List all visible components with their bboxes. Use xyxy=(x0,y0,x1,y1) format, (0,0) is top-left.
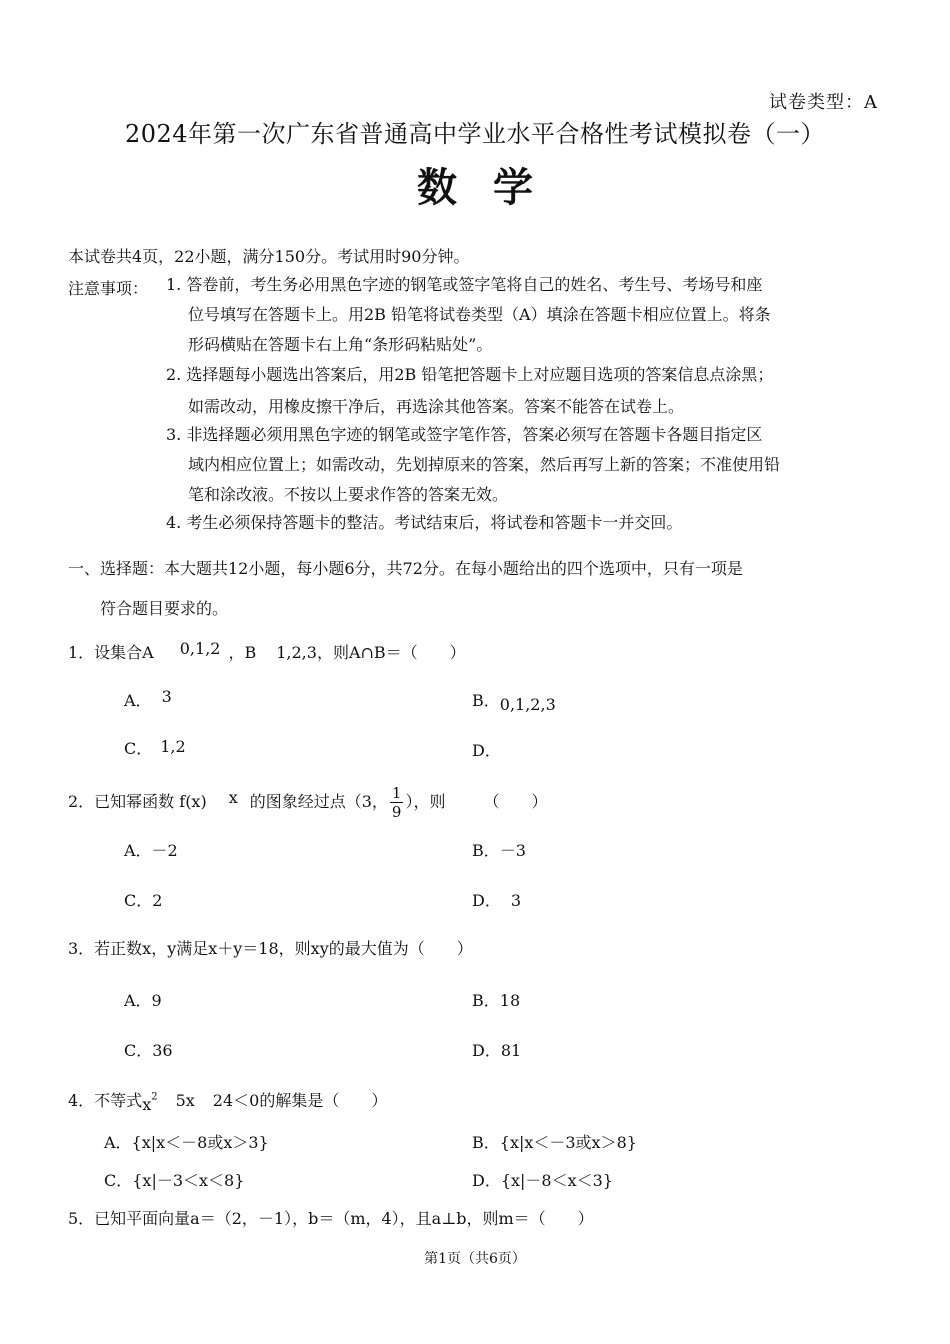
question-4 xyxy=(68,1088,388,1114)
q3-option-a: A．9 xyxy=(124,991,162,1010)
exam-title: 2024年第一次广东省普通高中学业水平合格性考试模拟卷（一） xyxy=(124,120,826,148)
q2-stem-b: 的图象经过点（3， xyxy=(249,792,388,811)
page-footer: 第1页（共6页） xyxy=(424,1251,526,1267)
q1-option-b xyxy=(472,688,556,714)
notice-line: 2. 选择题每小题选出答案后，用2B 铅笔把答题卡上对应题目选项的答案信息点涂黑； xyxy=(166,365,774,384)
q2-option-c: C．2 xyxy=(124,891,163,910)
q4-mid: 5x xyxy=(175,1091,195,1110)
q2-paren: （ ） xyxy=(483,792,548,811)
q2-option-b: B．－3 xyxy=(472,841,526,860)
option-label: B． xyxy=(472,691,500,710)
option-label: D． xyxy=(472,741,501,760)
fraction-numerator: 1 xyxy=(391,784,402,802)
notice-line: 1. 答卷前，考生务必用黑色字迹的钢笔或签字笔将自己的姓名、考生号、考场号和座 xyxy=(166,275,763,294)
exam-intro: 本试卷共4页，22小题，满分150分。考试用时90分钟。 xyxy=(68,247,470,266)
q4-option-d: D．{x|－8＜x＜3} xyxy=(472,1171,613,1190)
q4-option-c: C．{x|－3＜x＜8} xyxy=(104,1171,245,1190)
paper-type: 试卷类型：A xyxy=(769,92,878,113)
q2-var: x xyxy=(228,788,238,807)
q4-option-a: A．{x|x＜－8或x＞3} xyxy=(104,1133,269,1152)
q1-set-b: 1,2,3 xyxy=(276,643,317,662)
q2-fraction xyxy=(390,784,404,821)
option-label: A． xyxy=(124,691,152,710)
q2-stem-a: 2．已知幂函数 f(x) xyxy=(68,792,207,811)
option-label: D． xyxy=(472,891,501,910)
q2-option-a: A．－2 xyxy=(124,841,178,860)
option-value: 3 xyxy=(510,891,522,910)
q1-set-a: 0,1,2 xyxy=(179,639,221,658)
q4-exponent: 2 xyxy=(151,1091,158,1103)
notice-label: 注意事项： xyxy=(68,279,149,298)
q1-option-c xyxy=(124,736,186,759)
q3-option-c: C．36 xyxy=(124,1041,173,1060)
q3-option-b: B．18 xyxy=(472,991,521,1010)
notice-line: 3. 非选择题必须用黑色字迹的钢笔或签字笔作答，答案必须写在答题卡各题目指定区 xyxy=(166,425,763,444)
question-5: 5．已知平面向量a＝（2，－1），b＝（m，4），且a⊥b，则m＝（ ） xyxy=(68,1209,594,1228)
question-3: 3．若正数x，y满足x＋y＝18，则xy的最大值为（ ） xyxy=(68,939,473,958)
option-label: C． xyxy=(124,739,153,758)
q1-option-d xyxy=(472,738,501,761)
q4-x: x xyxy=(142,1095,152,1114)
option-value: 0,1,2,3 xyxy=(499,695,556,714)
section-heading-cont: 符合题目要求的。 xyxy=(100,599,229,618)
option-value: 3 xyxy=(161,687,172,706)
q2-stem-c: ），则 xyxy=(405,792,446,811)
q2-option-d xyxy=(472,888,521,911)
q3-option-d: D．81 xyxy=(472,1041,522,1060)
q1-stem-a: 1．设集合A xyxy=(68,643,154,662)
notice-line: 4. 考生必须保持答题卡的整洁。考试结束后，将试卷和答题卡一并交回。 xyxy=(166,513,683,532)
option-value: 1,2 xyxy=(160,737,186,756)
question-1 xyxy=(68,640,466,663)
notice-line: 如需改动，用橡皮擦干净后，再选涂其他答案。答案不能答在试卷上。 xyxy=(188,397,685,416)
q1-option-a xyxy=(124,688,172,711)
notice-line: 位号填写在答题卡上。用2B 铅笔将试卷类型（A）填涂在答题卡相应位置上。将条 xyxy=(188,305,771,324)
q1-stem-c: ，则A∩B＝（ ） xyxy=(316,643,466,662)
fraction-denominator: 9 xyxy=(391,803,402,821)
question-2 xyxy=(68,784,548,821)
q1-stem-b: ，B xyxy=(228,643,257,662)
notice-line: 形码横贴在答题卡右上角“条形码粘贴处”。 xyxy=(188,335,493,354)
q4-option-b: B．{x|x＜－3或x＞8} xyxy=(472,1133,637,1152)
subject-title: 数学 xyxy=(417,164,569,211)
notice-line: 域内相应位置上；如需改动，先划掉原来的答案，然后再写上新的答案；不准使用铅 xyxy=(188,455,781,474)
q4-stem-b: 24＜0的解集是（ ） xyxy=(212,1091,388,1110)
section-heading: 一、选择题：本大题共12小题，每小题6分，共72分。在每小题给出的四个选项中，只有一项是 xyxy=(68,559,743,578)
notice-line: 笔和涂改液。不按以上要求作答的答案无效。 xyxy=(188,485,509,504)
q4-stem-a: 4．不等式 xyxy=(68,1091,143,1110)
